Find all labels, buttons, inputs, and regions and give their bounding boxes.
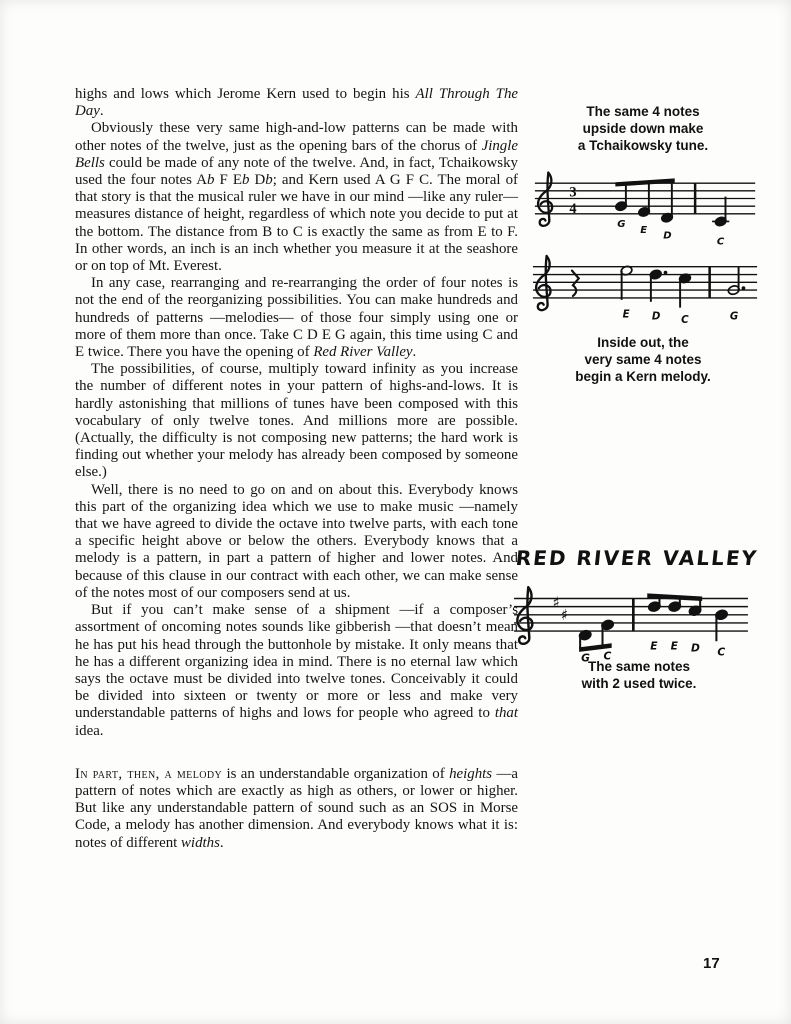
body-paragraph: In any case, rearranging and re-rearranging the order of four notes is not the end of the reorganizing possibilities. You can make hundreds and hundreds of patterns —melodies— of those four simply using one or more of them more than once. Take C D E G again, this time using C and E twice. There you have the opening of Red River Valley. [75,275,518,361]
note-letter-label: D [651,311,661,323]
figure3-title: RED RIVER VALLEY [514,546,760,570]
figure3-caption [514,658,764,692]
note-letter-label: C [717,645,726,659]
note-letter-label: D [663,230,672,242]
note-letter-label: E [622,309,630,321]
note-letter-label: G [617,219,626,231]
treble-clef-icon [527,587,529,637]
caption-line: very same 4 notes [584,352,702,367]
note-letter-label: G [581,651,590,665]
caption-line: with 2 used twice. [581,676,697,691]
sharp-icon: ♯ [552,593,561,612]
note-letter-label: D [690,641,700,655]
treble-clef-icon [519,636,529,643]
note-letter-label: C [716,236,725,248]
note-letter-label: E [650,639,658,653]
svg-text:4: 4 [569,200,577,217]
body-paragraph: But if you can’t make sense of a shipment —if a composer’s assortment of oncoming notes sounds like gibberish —that doesn’t mean he has put his head through the buttonhole by mistake. It only means that he has a different organizing idea in mind. There is no eternal law which says the octave must be divided into twelve tones. Conceivably it could be divided into sixteen or twenty or more or less and make very understandable patterns of highs and lows for people who agreed to that idea. [75,602,518,739]
figure1-caption [518,103,768,154]
note-letter-label: E [670,639,678,653]
treble-clef-icon [538,303,548,310]
music-staff-kern [531,252,761,336]
caption-line: begin a Kern melody. [575,369,711,384]
body-paragraph: Well, there is no need to go on and on about this. Everybody knows this part of the organizing idea which we use to make music —namely that we have agreed to divide the octave into twelve parts, with each tone a specific height above or below the others. Everybody knows that a melody is a pattern, in part a pattern of higher and lower notes. And because of this clause in our contract with each other, we can make sense of the notes most of our composers send at us. [75,481,518,601]
treble-clef-icon [548,173,550,220]
body-paragraph: Obviously these very same high-and-low patterns can be made with other notes of the twelve, just as the opening bars of the chorus of Jingle Bells could be made of any note of the twelve. And, in fact, Tchaikowsky used the four notes Ab F Eb Db; and Kern used A G F C. The moral of that story is that the musical ruler we have in our mind —like any ruler— measures distance of height, regardless of which note you decide to put at the bottom. The distance from B to C is exactly the same as from E to F. In other words, an inch is an inch whether you measure it at the seashore or on top of Mt. Everest. [75,120,518,275]
article-text [75,86,518,852]
note-letter-label: C [603,649,612,663]
caption-line: The same notes [587,659,691,674]
body-paragraph: highs and lows which Jerome Kern used to begin his All Through The Day. [75,86,518,120]
music-staff-tchaikowsky [533,168,759,252]
caption-line: Inside out, the [597,335,689,350]
svg-text:3: 3 [569,184,577,201]
page-number: 17 [703,955,720,972]
note-letter-label: C [681,315,689,327]
note-letter-label: G [729,311,739,323]
caption-line: upside down make [582,121,704,136]
body-paragraph: In part, then, a melody is an understandable organization of heights —a pattern of notes which are exactly as high as others, or lower or higher. But like any understandable pattern of sound such as an SOS in Morse Code, a melody has another dimension. And everybody knows what it is: notes of different widths. [75,765,518,851]
note-letter-label: E [640,224,648,236]
treble-clef-icon [546,256,548,304]
body-paragraph: The possibilities, of course, multiply toward infinity as you increase the number of different notes in your pattern of highs-and-lows. It is hardly astonishing that millions of tunes have been composed with this vocabulary of only twelve tones. And millions more are possible. (Actually, the difficulty is not composing new patterns; the hard work is finding out whether your melody has already been composed by someone else.) [75,361,518,481]
caption-line: a Tchaikowsky tune. [577,138,709,153]
caption-line: The same 4 notes [586,104,700,119]
figure2-caption [518,334,768,385]
sharp-icon: ♯ [560,605,569,624]
treble-clef-icon [540,219,550,226]
